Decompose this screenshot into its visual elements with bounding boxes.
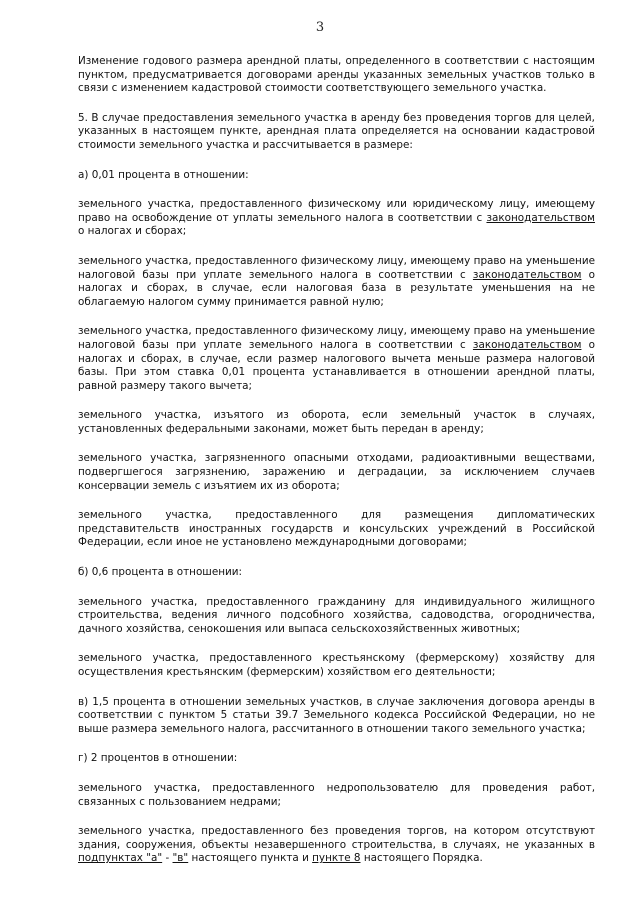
paragraph <box>78 652 595 679</box>
paragraph-gap <box>78 680 595 696</box>
paragraph-gap <box>78 580 595 596</box>
paragraph-text: земельного участка, предоставленного физическому или юридическому лицу, имеющему право на освобождение от уплаты земельного налога в соответствии с <box>78 198 595 224</box>
paragraph-text: земельного участка, предоставленного недропользователю для проведения работ, связанных с пользованием недрами; <box>78 781 595 808</box>
paragraph-text: 5. В случае предоставления земельного участка в аренду без проведения торгов для целей, указанных в настоящем пункте, арендная плата определяется на основании кадастровой стоимости земельного участка и рассчитывается в размере: <box>78 111 595 151</box>
paragraph-text: б) 0,6 процента в отношении: <box>78 566 243 579</box>
paragraph <box>78 596 595 637</box>
paragraph <box>78 782 595 809</box>
reference-link[interactable]: законодательством <box>472 268 582 281</box>
paragraph-text: земельного участка, изъятого из оборота, если земельный участок в случаях, установленных федеральными законами, может быть передан в аренду; <box>78 409 595 435</box>
paragraph <box>78 409 595 436</box>
reference-link[interactable]: законодательством <box>472 338 582 351</box>
paragraph-gap <box>78 493 595 509</box>
paragraph-gap <box>78 96 595 112</box>
page-number: 3 <box>315 20 325 35</box>
paragraph <box>78 325 595 393</box>
paragraph-text: - <box>162 852 173 865</box>
paragraph-gap <box>78 809 595 825</box>
paragraph-text: земельного участка, предоставленного крестьянскому (фермерскому) хозяйству для осуществления крестьянским (фермерским) хозяйством его деятельности; <box>78 652 595 678</box>
paragraph-gap <box>78 182 595 198</box>
paragraph-text: земельного участка, загрязненного опасными отходами, радиоактивными веществами, подвергшегося загрязнению, заражению и деградации, за исключением случаев консервации земель с изъятием их из оборота; <box>78 452 595 492</box>
paragraph-text: земельного участка, предоставленного для размещения дипломатических представительств иностранных государств и консульских учреждений в Российской Федерации, если иное не установлено международными договорами; <box>78 509 595 549</box>
paragraph-text: земельного участка, предоставленного без проведения торгов, на котором отсутствуют здания, сооружения, объекты незавершенного строительства, в случаях, не указанных в <box>78 825 595 851</box>
paragraph-gap <box>78 239 595 255</box>
paragraph-text: земельного участка, предоставленного физическому лицу, имеющему право на уменьшение налоговой базы при уплате земельного налога в соответствии с <box>78 325 595 351</box>
paragraph <box>78 169 595 183</box>
paragraph-gap <box>78 309 595 325</box>
paragraph <box>78 566 595 580</box>
paragraph <box>78 752 595 766</box>
paragraph-text: а) 0,01 процента в отношении: <box>78 168 249 181</box>
paragraph <box>78 509 595 550</box>
paragraph <box>78 696 595 737</box>
paragraph <box>78 55 595 96</box>
reference-link[interactable]: пункте 8 <box>312 852 361 865</box>
paragraph-text: настоящего Порядка. <box>360 852 483 865</box>
paragraph-text: в) 1,5 процента в отношении земельных участков, в случае заключения договора аренды в соответствии с пунктом 5 статьи 39.7 Земельного кодекса Российской Федерации, но не выше размера земельного налога, рассчитанного в отношении такого земельного участка; <box>78 695 595 735</box>
paragraph <box>78 452 595 493</box>
paragraph-text: г) 2 процентов в отношении: <box>78 752 238 765</box>
paragraph-gap <box>78 153 595 169</box>
paragraph <box>78 112 595 153</box>
paragraph-gap <box>78 550 595 566</box>
paragraph-gap <box>78 636 595 652</box>
paragraph-text: настоящего пункта и <box>188 852 313 865</box>
reference-link[interactable]: подпунктах "а" <box>78 852 163 865</box>
paragraph <box>78 255 595 309</box>
paragraph-gap <box>78 436 595 452</box>
paragraph-text: земельного участка, предоставленного гражданину для индивидуального жилищного строительства, ведения личного подсобного хозяйства, садоводства, огородничества, дачного хозяйства, сенокошения или выпаса сельскохозяйственных животных; <box>78 595 595 635</box>
reference-link[interactable]: "в" <box>172 852 189 865</box>
paragraph <box>78 198 595 239</box>
paragraph-text: о налогах и сборах; <box>78 225 187 238</box>
paragraph-gap <box>78 736 595 752</box>
paragraph-text: о налогах и сборах, в случае, если размер налогового вычета меньше размера налоговой базы. При этом ставка 0,01 процента устанавливается в отношении арендной платы, равной размеру такого вычета; <box>78 338 595 392</box>
paragraph-gap <box>78 393 595 409</box>
document-body <box>78 55 595 866</box>
paragraph-text: о налогах и сборах, в случае, если налоговая база в результате уменьшения на не облагаемую налогом сумму принимается равной нулю; <box>78 268 595 308</box>
paragraph-text: Изменение годового размера арендной платы, определенного в соответствии с настоящим пунктом, предусматривается договорами аренды указанных земельных участков только в связи с изменением кадастровой стоимости соответствующего земельного участка. <box>78 55 595 95</box>
paragraph <box>78 825 595 866</box>
reference-link[interactable]: законодательством <box>486 211 595 224</box>
paragraph-text: земельного участка, предоставленного физическому лицу, имеющему право на уменьшение налоговой базы при уплате земельного налога в соответствии с <box>78 254 595 281</box>
paragraph-gap <box>78 766 595 782</box>
